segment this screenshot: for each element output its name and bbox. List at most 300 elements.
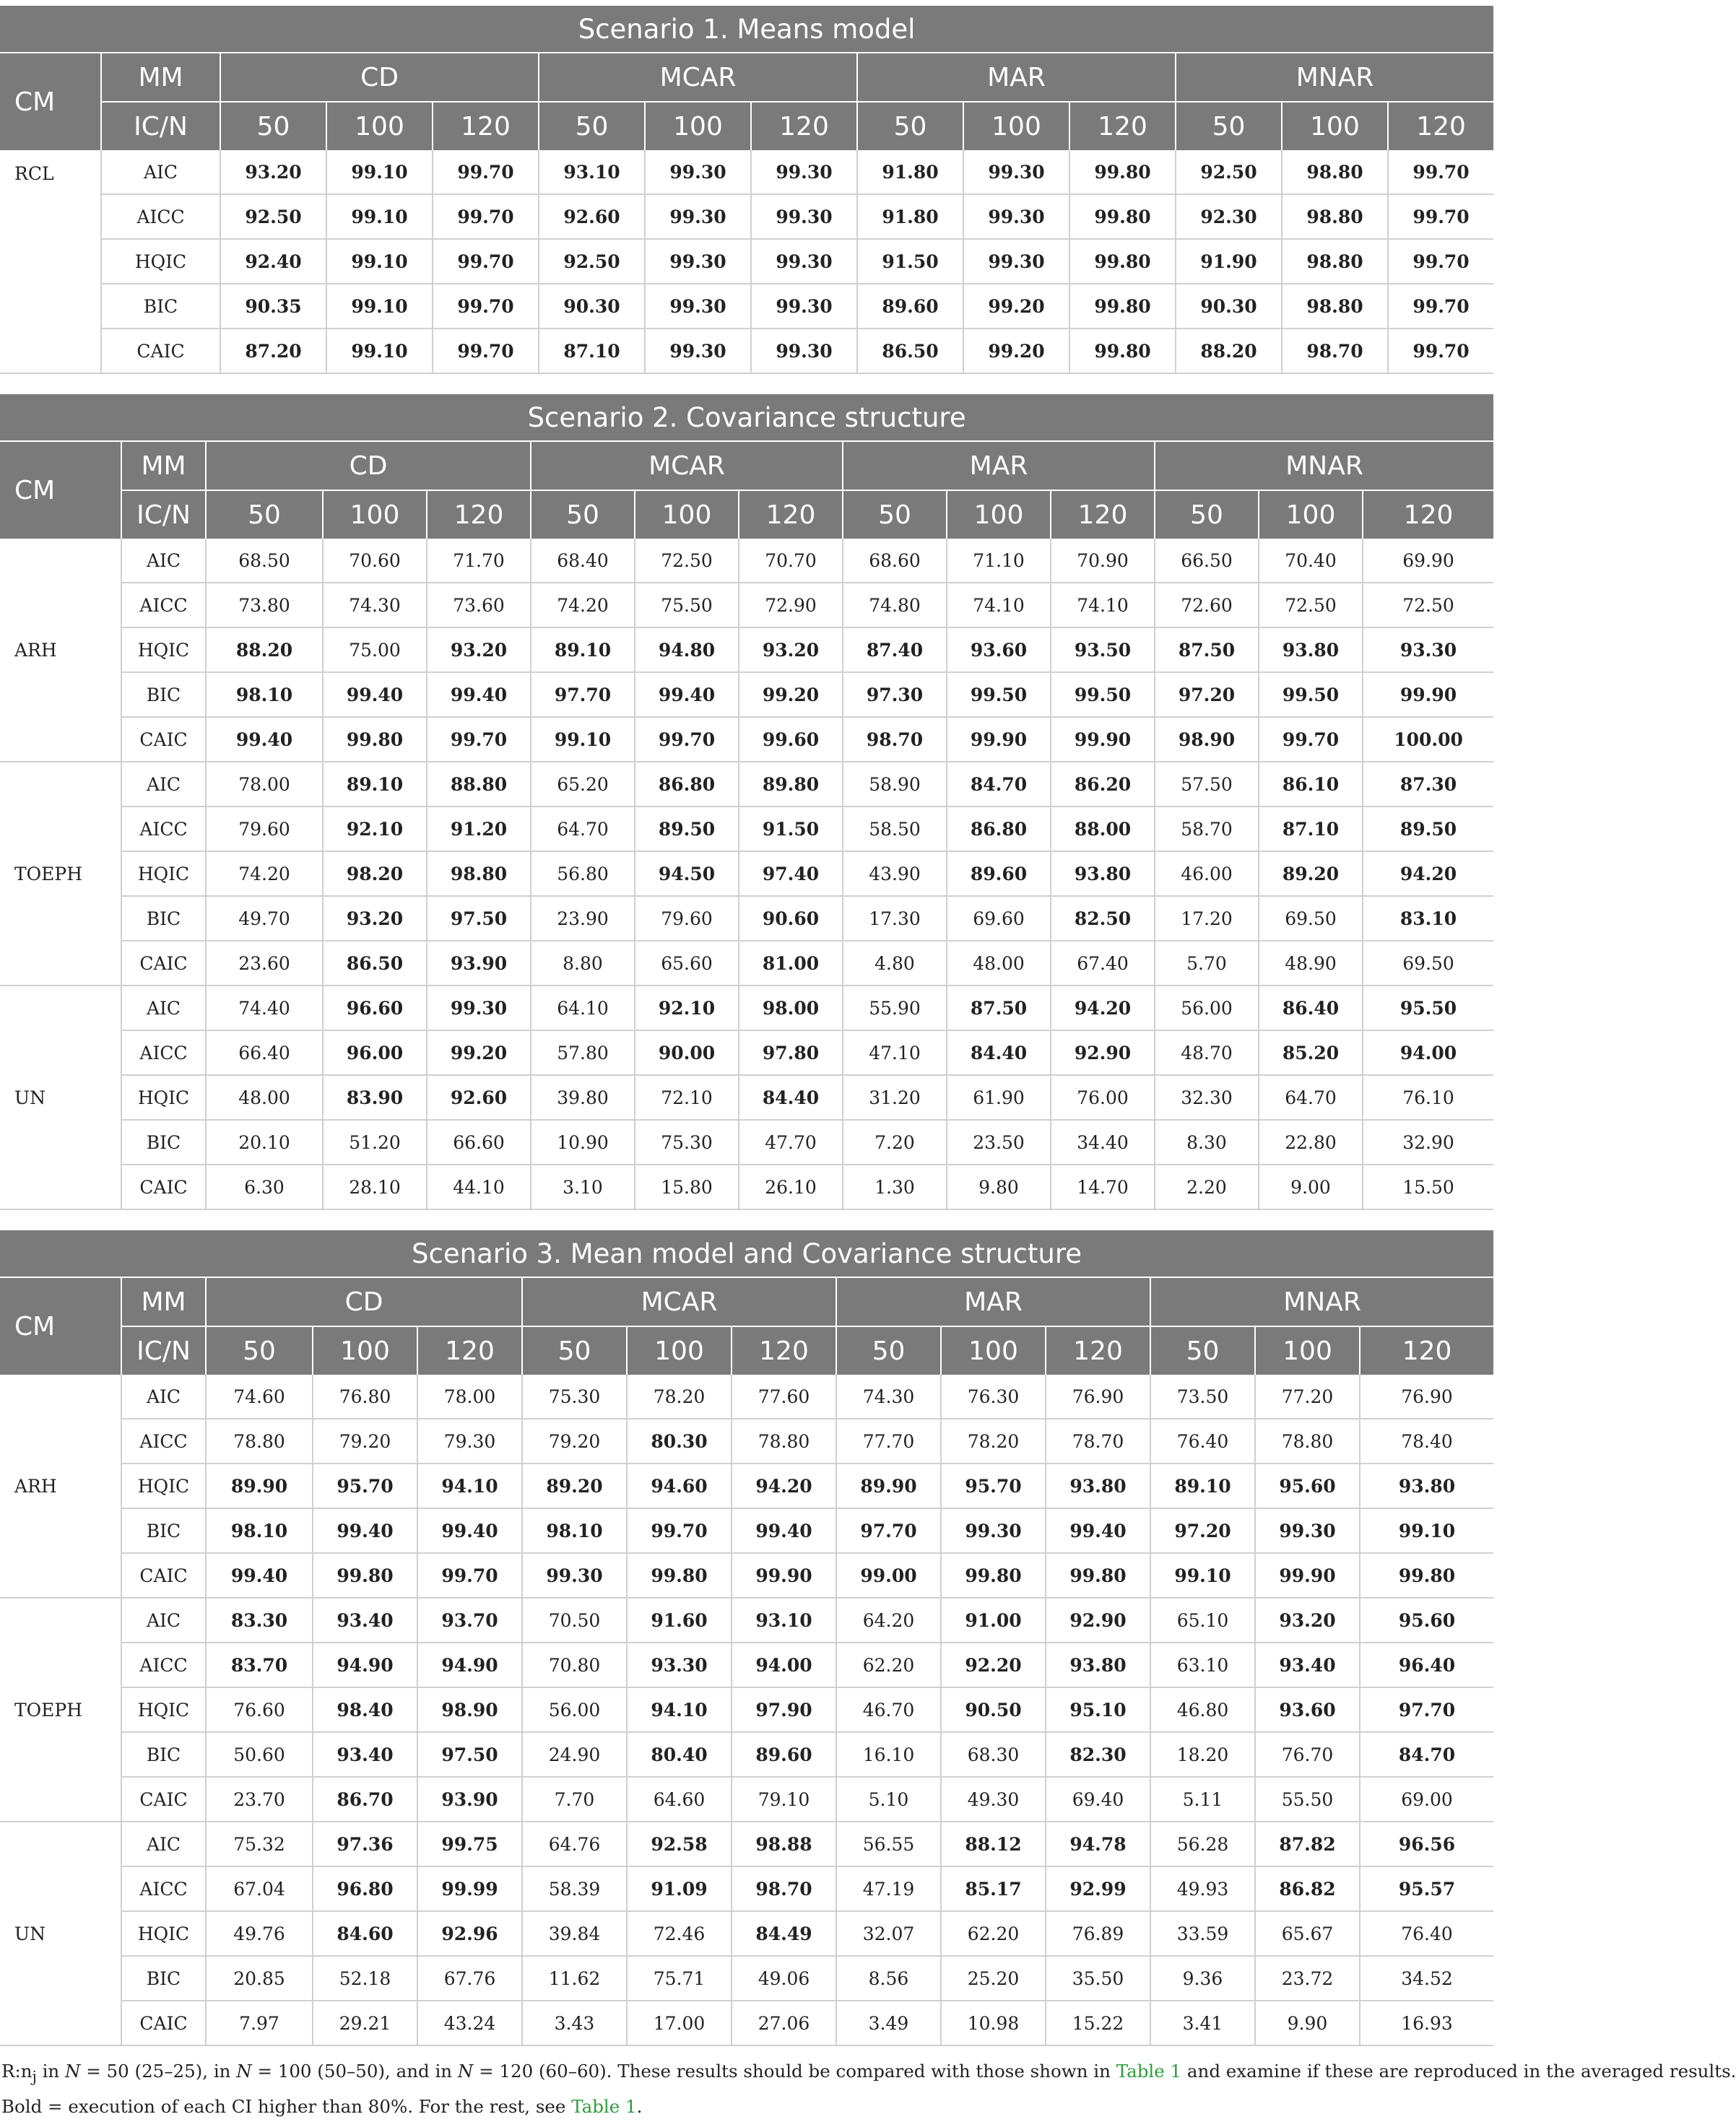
table-cell: 9.90 bbox=[1255, 2001, 1360, 2045]
table-cell: 70.70 bbox=[739, 539, 843, 583]
table-cell: 94.80 bbox=[635, 627, 739, 672]
table-cell: 88.00 bbox=[1051, 806, 1155, 851]
table-cell: 88.12 bbox=[941, 1822, 1046, 1866]
table-cell: 93.40 bbox=[313, 1732, 417, 1777]
table-cell: 69.90 bbox=[1363, 539, 1493, 583]
criterion-label: AICC bbox=[121, 1419, 206, 1464]
table-cell: 97.36 bbox=[313, 1822, 417, 1866]
table-cell: 7.20 bbox=[843, 1120, 947, 1165]
table-cell: 43.24 bbox=[417, 2001, 522, 2045]
table-row bbox=[0, 806, 1493, 851]
table-cell: 86.70 bbox=[313, 1777, 417, 1822]
table-cell: 99.10 bbox=[326, 329, 433, 373]
scenario-table bbox=[0, 394, 1493, 1210]
table-cell: 7.97 bbox=[206, 2001, 313, 2045]
table-cell: 99.20 bbox=[963, 284, 1069, 329]
table-cell: 10.90 bbox=[531, 1120, 635, 1165]
table-cell: 1.30 bbox=[843, 1165, 947, 1209]
table-cell: 83.90 bbox=[323, 1075, 427, 1120]
table-cell: 58.70 bbox=[1155, 806, 1259, 851]
table-cell: 77.20 bbox=[1255, 1375, 1360, 1419]
table-cell: 92.90 bbox=[1046, 1598, 1150, 1643]
table-cell: 99.20 bbox=[963, 329, 1069, 373]
table-cell: 99.70 bbox=[1388, 239, 1493, 284]
table-cell: 94.90 bbox=[417, 1643, 522, 1687]
table-cell: 70.60 bbox=[323, 539, 427, 583]
table-cell: 56.28 bbox=[1150, 1822, 1255, 1866]
table-cell: 3.49 bbox=[836, 2001, 941, 2045]
criterion-label: CAIC bbox=[121, 1553, 206, 1598]
table-cell: 67.40 bbox=[1051, 941, 1155, 986]
table-cell: 99.30 bbox=[645, 329, 751, 373]
table-cell: 89.60 bbox=[857, 284, 963, 329]
table-row bbox=[0, 717, 1493, 762]
table-cell: 6.30 bbox=[206, 1165, 323, 1209]
table-cell: 93.10 bbox=[732, 1598, 836, 1643]
table-cell: 94.00 bbox=[1363, 1030, 1493, 1075]
criterion-label: AICC bbox=[121, 1643, 206, 1687]
table-cell: 99.40 bbox=[206, 1553, 313, 1598]
table-cell: 99.80 bbox=[1046, 1553, 1150, 1598]
table-cell: 10.98 bbox=[941, 2001, 1046, 2045]
table-cell: 99.50 bbox=[947, 672, 1051, 717]
table-cell: 57.50 bbox=[1155, 762, 1259, 806]
table-cell: 92.40 bbox=[220, 239, 326, 284]
scenario-title: Scenario 3. Mean model and Covariance structure bbox=[0, 1230, 1493, 1277]
table-cell: 99.40 bbox=[427, 672, 531, 717]
table-cell: 16.93 bbox=[1360, 2001, 1493, 2045]
criterion-label: CAIC bbox=[121, 717, 206, 762]
table-cell: 99.10 bbox=[1360, 1508, 1493, 1553]
table-cell: 86.40 bbox=[1259, 986, 1363, 1030]
sample-size-header: 100 bbox=[1259, 490, 1363, 539]
table-cell: 61.90 bbox=[947, 1075, 1051, 1120]
table-cell: 99.70 bbox=[627, 1508, 732, 1553]
footnote-line-1: $R:n_j$ in N = 50 (25–25), in N = 100 (50–50), and in N = 120 (60–60). These results should be compared with those shown in Table 1 and examine if these are reproduced in the averaged results. bbox=[1, 2061, 1736, 2085]
sample-size-header: 100 bbox=[1255, 1326, 1360, 1375]
column-group-header: MAR bbox=[836, 1277, 1150, 1326]
table-cell: 94.20 bbox=[732, 1464, 836, 1508]
table-row bbox=[0, 1732, 1493, 1777]
table-cell: 48.00 bbox=[206, 1075, 323, 1120]
table-cell: 84.40 bbox=[947, 1030, 1051, 1075]
sample-size-header: 120 bbox=[1363, 490, 1493, 539]
table-gap bbox=[0, 374, 1493, 394]
table-cell: 33.59 bbox=[1150, 1911, 1255, 1956]
table-cell: 91.50 bbox=[857, 239, 963, 284]
table-cell: 66.60 bbox=[427, 1120, 531, 1165]
table-cell: 3.10 bbox=[531, 1165, 635, 1209]
table-cell: 89.90 bbox=[206, 1464, 313, 1508]
table-cell: 5.70 bbox=[1155, 941, 1259, 986]
table-cell: 99.70 bbox=[1388, 194, 1493, 239]
table-cell: 71.10 bbox=[947, 539, 1051, 583]
table-cell: 70.50 bbox=[522, 1598, 627, 1643]
table-cell: 80.40 bbox=[627, 1732, 732, 1777]
sample-size-header: 100 bbox=[635, 490, 739, 539]
table-cell: 99.30 bbox=[941, 1508, 1046, 1553]
table-cell: 9.80 bbox=[947, 1165, 1051, 1209]
table-cell: 97.70 bbox=[836, 1508, 941, 1553]
table-row bbox=[0, 986, 1493, 1030]
table-cell: 15.80 bbox=[635, 1165, 739, 1209]
table-cell: 17.20 bbox=[1155, 896, 1259, 941]
table-row bbox=[0, 1464, 1493, 1508]
table-cell: 99.90 bbox=[947, 717, 1051, 762]
table-cell: 11.62 bbox=[522, 1956, 627, 2001]
table-cell: 98.70 bbox=[1282, 329, 1388, 373]
table-cell: 23.90 bbox=[531, 896, 635, 941]
table-cell: 93.80 bbox=[1046, 1464, 1150, 1508]
table-cell: 74.30 bbox=[836, 1375, 941, 1419]
criterion-label: AICC bbox=[101, 194, 220, 239]
table-cell: 99.90 bbox=[1051, 717, 1155, 762]
scenario-table bbox=[0, 6, 1493, 374]
table-cell: 78.40 bbox=[1360, 1419, 1493, 1464]
table-cell: 74.10 bbox=[1051, 583, 1155, 627]
column-header-icn: IC/N bbox=[121, 1326, 206, 1375]
table-cell: 29.21 bbox=[313, 2001, 417, 2045]
table-cell: 92.50 bbox=[1176, 150, 1282, 194]
table-footnote bbox=[0, 2056, 1736, 2122]
table-cell: 96.40 bbox=[1360, 1643, 1493, 1687]
table-cell: 99.30 bbox=[427, 986, 531, 1030]
table-cell: 55.50 bbox=[1255, 1777, 1360, 1822]
table-cell: 48.00 bbox=[947, 941, 1051, 986]
covariance-model-label: TOEPH bbox=[0, 762, 121, 986]
table-cell: 93.80 bbox=[1046, 1643, 1150, 1687]
table-cell: 70.90 bbox=[1051, 539, 1155, 583]
criterion-label: BIC bbox=[121, 1508, 206, 1553]
table-cell: 85.20 bbox=[1259, 1030, 1363, 1075]
sample-size-header: 120 bbox=[427, 490, 531, 539]
table-cell: 49.06 bbox=[732, 1956, 836, 2001]
table-cell: 93.20 bbox=[1255, 1598, 1360, 1643]
table-cell: 99.30 bbox=[751, 329, 857, 373]
table-cell: 69.60 bbox=[947, 896, 1051, 941]
criterion-label: CAIC bbox=[121, 941, 206, 986]
table-cell: 92.50 bbox=[220, 194, 326, 239]
table-cell: 92.10 bbox=[635, 986, 739, 1030]
table-cell: 87.82 bbox=[1255, 1822, 1360, 1866]
table-cell: 86.10 bbox=[1259, 762, 1363, 806]
table-cell: 99.30 bbox=[963, 194, 1069, 239]
criterion-label: AIC bbox=[121, 986, 206, 1030]
table-cell: 77.60 bbox=[732, 1375, 836, 1419]
criterion-label: CAIC bbox=[121, 2001, 206, 2045]
table-row bbox=[0, 284, 1493, 329]
table-cell: 47.70 bbox=[739, 1120, 843, 1165]
table-cell: 91.80 bbox=[857, 194, 963, 239]
table-cell: 99.30 bbox=[751, 150, 857, 194]
table-cell: 68.60 bbox=[843, 539, 947, 583]
column-group-header: MNAR bbox=[1176, 53, 1493, 102]
table-row bbox=[0, 1030, 1493, 1075]
table-cell: 84.70 bbox=[1360, 1732, 1493, 1777]
table-cell: 48.90 bbox=[1259, 941, 1363, 986]
table-cell: 75.50 bbox=[635, 583, 739, 627]
criterion-label: BIC bbox=[121, 896, 206, 941]
table-cell: 62.20 bbox=[836, 1643, 941, 1687]
table-cell: 90.30 bbox=[1176, 284, 1282, 329]
table-cell: 86.20 bbox=[1051, 762, 1155, 806]
table-cell: 99.70 bbox=[635, 717, 739, 762]
criterion-label: AICC bbox=[121, 806, 206, 851]
table-cell: 99.70 bbox=[433, 194, 539, 239]
table-cell: 99.30 bbox=[522, 1553, 627, 1598]
table-row bbox=[0, 1165, 1493, 1209]
table-row bbox=[0, 1822, 1493, 1866]
table-row bbox=[0, 1419, 1493, 1464]
table-row bbox=[0, 239, 1493, 284]
table-cell: 67.04 bbox=[206, 1866, 313, 1911]
table-cell: 76.90 bbox=[1046, 1375, 1150, 1419]
table-cell: 99.75 bbox=[417, 1822, 522, 1866]
table-cell: 95.10 bbox=[1046, 1687, 1150, 1732]
table-cell: 99.70 bbox=[433, 284, 539, 329]
table-cell: 93.80 bbox=[1360, 1464, 1493, 1508]
criterion-label: HQIC bbox=[121, 1687, 206, 1732]
sample-size-header: 100 bbox=[645, 102, 751, 150]
sample-size-header: 120 bbox=[1360, 1326, 1493, 1375]
table-cell: 68.30 bbox=[941, 1732, 1046, 1777]
table-cell: 55.90 bbox=[843, 986, 947, 1030]
table-cell: 76.10 bbox=[1363, 1075, 1493, 1120]
column-group-header: CD bbox=[220, 53, 539, 102]
table-cell: 84.40 bbox=[739, 1075, 843, 1120]
table-cell: 92.20 bbox=[941, 1643, 1046, 1687]
table-cell: 99.70 bbox=[433, 150, 539, 194]
table-cell: 8.30 bbox=[1155, 1120, 1259, 1165]
table-cell: 89.60 bbox=[732, 1732, 836, 1777]
table-cell: 99.40 bbox=[323, 672, 427, 717]
table-cell: 92.96 bbox=[417, 1911, 522, 1956]
table-cell: 98.88 bbox=[732, 1822, 836, 1866]
table-cell: 89.20 bbox=[1259, 851, 1363, 896]
table-cell: 99.80 bbox=[1360, 1553, 1493, 1598]
table-cell: 91.20 bbox=[427, 806, 531, 851]
table-cell: 93.30 bbox=[1363, 627, 1493, 672]
table-cell: 99.90 bbox=[1255, 1553, 1360, 1598]
table-cell: 23.50 bbox=[947, 1120, 1051, 1165]
table-cell: 93.40 bbox=[1255, 1643, 1360, 1687]
table-cell: 93.40 bbox=[313, 1598, 417, 1643]
table-cell: 72.50 bbox=[1259, 583, 1363, 627]
table-cell: 58.39 bbox=[522, 1866, 627, 1911]
table-cell: 64.76 bbox=[522, 1822, 627, 1866]
covariance-model-label: ARH bbox=[0, 539, 121, 762]
table-cell: 95.60 bbox=[1255, 1464, 1360, 1508]
covariance-model-label: RCL bbox=[0, 150, 101, 373]
table-cell: 94.20 bbox=[1051, 986, 1155, 1030]
table-cell: 88.20 bbox=[1176, 329, 1282, 373]
table-cell: 83.30 bbox=[206, 1598, 313, 1643]
table-cell: 51.20 bbox=[323, 1120, 427, 1165]
table-cell: 95.70 bbox=[941, 1464, 1046, 1508]
table-cell: 20.10 bbox=[206, 1120, 323, 1165]
footnote-line-2: Bold = execution of each CI higher than 80%. For the rest, see Table 1. bbox=[1, 2095, 643, 2117]
sample-size-header: 50 bbox=[1155, 490, 1259, 539]
sample-size-header: 50 bbox=[539, 102, 645, 150]
results-tables bbox=[0, 6, 1736, 2122]
table-row bbox=[0, 1598, 1493, 1643]
table-cell: 79.20 bbox=[313, 1419, 417, 1464]
table-cell: 93.60 bbox=[947, 627, 1051, 672]
table-cell: 24.90 bbox=[522, 1732, 627, 1777]
table-cell: 91.60 bbox=[627, 1598, 732, 1643]
table-cell: 91.09 bbox=[627, 1866, 732, 1911]
table-cell: 91.80 bbox=[857, 150, 963, 194]
table-cell: 99.20 bbox=[427, 1030, 531, 1075]
table-row bbox=[0, 1866, 1493, 1911]
table-cell: 87.40 bbox=[843, 627, 947, 672]
column-header-cm: CM bbox=[0, 1277, 121, 1375]
table-cell: 96.60 bbox=[323, 986, 427, 1030]
table-cell: 25.20 bbox=[941, 1956, 1046, 2001]
table-cell: 69.40 bbox=[1046, 1777, 1150, 1822]
sample-size-header: 120 bbox=[417, 1326, 522, 1375]
table-cell: 2.20 bbox=[1155, 1165, 1259, 1209]
table-cell: 56.80 bbox=[531, 851, 635, 896]
table-cell: 74.20 bbox=[531, 583, 635, 627]
table-cell: 73.80 bbox=[206, 583, 323, 627]
criterion-label: HQIC bbox=[121, 851, 206, 896]
table-cell: 99.10 bbox=[326, 194, 433, 239]
criterion-label: AIC bbox=[121, 1822, 206, 1866]
table-cell: 93.20 bbox=[739, 627, 843, 672]
table-cell: 98.70 bbox=[732, 1866, 836, 1911]
table-cell: 99.90 bbox=[1363, 672, 1493, 717]
table-cell: 39.84 bbox=[522, 1911, 627, 1956]
table-cell: 74.30 bbox=[323, 583, 427, 627]
table-cell: 91.00 bbox=[941, 1598, 1046, 1643]
table-cell: 78.80 bbox=[1255, 1419, 1360, 1464]
table-cell: 81.00 bbox=[739, 941, 843, 986]
column-header-icn: IC/N bbox=[101, 102, 220, 150]
table-cell: 68.50 bbox=[206, 539, 323, 583]
table-cell: 91.50 bbox=[739, 806, 843, 851]
column-group-header: MCAR bbox=[539, 53, 857, 102]
sample-size-header: 50 bbox=[857, 102, 963, 150]
table-row bbox=[0, 627, 1493, 672]
table-cell: 23.70 bbox=[206, 1777, 313, 1822]
table-cell: 84.60 bbox=[313, 1911, 417, 1956]
column-group-header: CD bbox=[206, 1277, 522, 1326]
table-cell: 20.85 bbox=[206, 1956, 313, 2001]
table-cell: 98.80 bbox=[1282, 150, 1388, 194]
criterion-label: AIC bbox=[121, 1375, 206, 1419]
table-cell: 93.60 bbox=[1255, 1687, 1360, 1732]
table-cell: 94.00 bbox=[732, 1643, 836, 1687]
table-cell: 99.00 bbox=[836, 1553, 941, 1598]
table-cell: 92.60 bbox=[427, 1075, 531, 1120]
table-cell: 65.67 bbox=[1255, 1911, 1360, 1956]
table-cell: 63.10 bbox=[1150, 1643, 1255, 1687]
table-row bbox=[0, 672, 1493, 717]
table-cell: 46.00 bbox=[1155, 851, 1259, 896]
table-cell: 84.49 bbox=[732, 1911, 836, 1956]
table-cell: 72.50 bbox=[1363, 583, 1493, 627]
table-cell: 67.76 bbox=[417, 1956, 522, 2001]
table-cell: 99.80 bbox=[313, 1553, 417, 1598]
table-cell: 94.10 bbox=[627, 1687, 732, 1732]
table-cell: 4.80 bbox=[843, 941, 947, 986]
table-cell: 93.30 bbox=[627, 1643, 732, 1687]
sample-size-header: 100 bbox=[326, 102, 433, 150]
table-cell: 90.50 bbox=[941, 1687, 1046, 1732]
table-cell: 76.40 bbox=[1150, 1419, 1255, 1464]
table-cell: 49.70 bbox=[206, 896, 323, 941]
table-cell: 86.50 bbox=[323, 941, 427, 986]
sample-size-header: 50 bbox=[1150, 1326, 1255, 1375]
table-cell: 77.70 bbox=[836, 1419, 941, 1464]
table-cell: 76.89 bbox=[1046, 1911, 1150, 1956]
sample-size-header: 120 bbox=[1046, 1326, 1150, 1375]
criterion-label: AICC bbox=[121, 1030, 206, 1075]
table-cell: 98.10 bbox=[206, 1508, 313, 1553]
table-cell: 65.60 bbox=[635, 941, 739, 986]
table-cell: 97.50 bbox=[417, 1732, 522, 1777]
table-row bbox=[0, 583, 1493, 627]
table-cell: 32.07 bbox=[836, 1911, 941, 1956]
table-cell: 97.70 bbox=[1360, 1687, 1493, 1732]
table-cell: 74.20 bbox=[206, 851, 323, 896]
criterion-label: BIC bbox=[121, 1120, 206, 1165]
table-1-link[interactable]: Table 1 bbox=[1116, 2061, 1182, 2082]
table-cell: 3.41 bbox=[1150, 2001, 1255, 2045]
criterion-label: BIC bbox=[121, 672, 206, 717]
table-cell: 92.60 bbox=[539, 194, 645, 239]
table-cell: 99.10 bbox=[1150, 1553, 1255, 1598]
criterion-label: BIC bbox=[101, 284, 220, 329]
column-header-icn: IC/N bbox=[121, 490, 206, 539]
table-cell: 93.70 bbox=[417, 1598, 522, 1643]
table-cell: 98.20 bbox=[323, 851, 427, 896]
covariance-model-label: UN bbox=[0, 986, 121, 1209]
criterion-label: BIC bbox=[121, 1956, 206, 2001]
table-cell: 34.52 bbox=[1360, 1956, 1493, 2001]
covariance-model-label: TOEPH bbox=[0, 1598, 121, 1822]
table-1-link[interactable]: Table 1 bbox=[571, 2095, 637, 2117]
table-cell: 69.50 bbox=[1363, 941, 1493, 986]
table-cell: 98.10 bbox=[522, 1508, 627, 1553]
table-cell: 49.30 bbox=[941, 1777, 1046, 1822]
sample-size-header: 50 bbox=[522, 1326, 627, 1375]
table-cell: 98.40 bbox=[313, 1687, 417, 1732]
table-cell: 99.60 bbox=[739, 717, 843, 762]
table-cell: 99.80 bbox=[323, 717, 427, 762]
column-group-header: MAR bbox=[857, 53, 1176, 102]
table-cell: 92.90 bbox=[1051, 1030, 1155, 1075]
table-cell: 47.10 bbox=[843, 1030, 947, 1075]
table-cell: 70.80 bbox=[522, 1643, 627, 1687]
criterion-label: AIC bbox=[121, 539, 206, 583]
table-cell: 79.60 bbox=[635, 896, 739, 941]
sample-size-header: 120 bbox=[1051, 490, 1155, 539]
table-gap bbox=[0, 1210, 1493, 1230]
criterion-label: HQIC bbox=[121, 1911, 206, 1956]
table-cell: 14.70 bbox=[1051, 1165, 1155, 1209]
criterion-label: BIC bbox=[121, 1732, 206, 1777]
sample-size-header: 120 bbox=[1069, 102, 1176, 150]
sample-size-header: 100 bbox=[947, 490, 1051, 539]
criterion-label: CAIC bbox=[101, 329, 220, 373]
table-cell: 87.50 bbox=[1155, 627, 1259, 672]
table-cell: 85.17 bbox=[941, 1866, 1046, 1911]
table-cell: 95.70 bbox=[313, 1464, 417, 1508]
table-cell: 89.80 bbox=[739, 762, 843, 806]
table-cell: 99.70 bbox=[1259, 717, 1363, 762]
